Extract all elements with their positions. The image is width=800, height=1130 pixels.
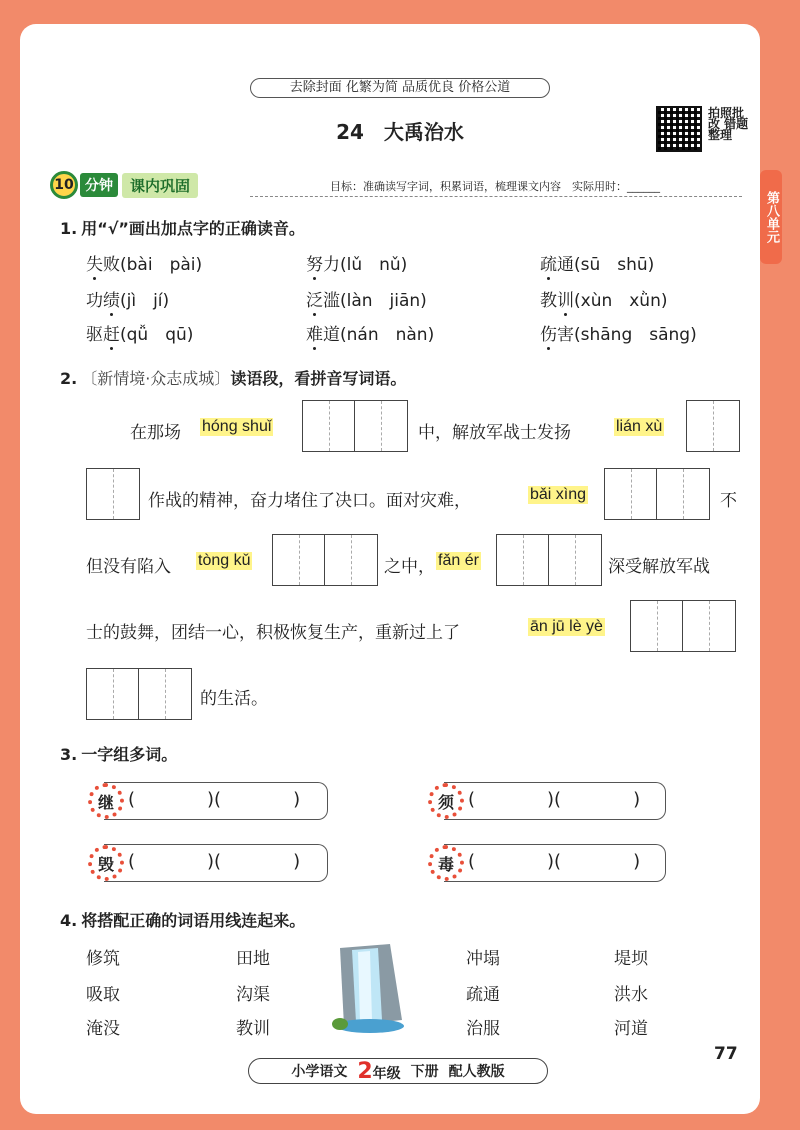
tianzige-answer-2b[interactable] [86,468,140,520]
section-bar [50,172,250,198]
page-number: 77 [714,1044,738,1064]
dotted-char: 疏 [540,255,557,275]
flower-char-badge: 须 [428,783,464,819]
word-blank-row[interactable]: ( )( ) [444,782,666,820]
tianzige-answer-4[interactable] [272,534,378,586]
pronunciation-item[interactable] [540,250,654,275]
item-text: 败(bài pài) [103,255,203,275]
question-text: 一字组多词。 [81,745,178,764]
dotted-char: 伤 [540,325,557,345]
section-goal: 目标：准确读写字词，积累词语，梳理课文内容 实际用时：______ [330,180,660,193]
pronunciation-item[interactable] [86,250,202,275]
question-4 [60,908,305,931]
match-word[interactable]: 洪水 [614,985,648,1005]
para-text: 中，解放军战士发扬 [418,423,571,443]
section-divider [250,196,742,197]
dotted-char: 努 [306,255,323,275]
match-word[interactable]: 淹没 [86,1019,120,1039]
match-word[interactable]: 修筑 [86,949,120,969]
tianzige-answer-5[interactable] [496,534,602,586]
item-text: 功 [86,291,103,311]
footer-volume: 下册 [410,1064,439,1080]
pinyin-prompt: lián xù [616,418,663,435]
flower-char-badge: 继 [88,783,124,819]
tianzige-answer-6b[interactable] [86,668,192,720]
pronunciation-item[interactable] [86,286,169,311]
pronunciation-item[interactable] [86,320,193,345]
tianzige-answer-3[interactable] [604,468,710,520]
pinyin-prompt: ān jū lè yè [530,618,603,635]
footer-subject: 小学语文 [291,1064,348,1080]
pronunciation-item[interactable] [540,320,697,345]
para-text: 不 [720,491,737,511]
question-number: 4. [60,911,78,930]
dotted-char: 赶 [103,325,120,345]
dotted-char: 泛 [306,291,323,311]
item-text: 驱 [86,325,103,345]
clock-icon: 10 [50,171,78,199]
tianzige-answer-2a[interactable] [686,400,740,452]
question-number: 1. [60,219,78,238]
question-text: 读语段，看拼音写词语。 [230,369,407,388]
slogan: 去除封面 化繁为简 品质优良 价格公道 [250,78,550,98]
match-word[interactable]: 田地 [236,949,270,969]
top-band [0,0,800,24]
question-number: 2. [60,369,78,388]
match-word[interactable]: 疏通 [466,985,500,1005]
pinyin-prompt: hóng shuǐ [202,418,272,435]
qr-caption: 拍照批改 错题整理 [708,106,749,142]
section-name: 课内巩固 [122,173,198,198]
dotted-char: 失 [86,255,103,275]
footer-grade-label: 年级 [372,1065,401,1082]
footer-grade-number: 2 [357,1058,373,1084]
para-text: 之中， [384,557,435,577]
dotted-char: 绩 [103,291,120,311]
item-text: 害(shāng sāng) [557,325,697,345]
match-word[interactable]: 沟渠 [236,985,270,1005]
word-blank-row[interactable]: ( )( ) [444,844,666,882]
question-text: 将搭配正确的词语用线连起来。 [81,911,306,930]
question-text: 用“√”画出加点字的正确读音。 [81,219,305,238]
para-text: 士的鼓舞，团结一心，积极恢复生产，重新过上了 [86,623,460,643]
pronunciation-item[interactable] [306,286,427,311]
question-number: 3. [60,745,78,764]
item-text: (qǚ qū) [120,325,194,345]
match-word[interactable]: 治服 [466,1019,500,1039]
match-word[interactable]: 吸取 [86,985,120,1005]
pinyin-prompt: tòng kǔ [198,552,251,569]
dotted-char: 难 [306,325,323,345]
pronunciation-item[interactable] [306,250,407,275]
dotted-char: 训 [557,291,574,311]
item-text: 力(lǔ nǔ) [323,255,408,275]
item-text: 教 [540,291,557,311]
flower-char-badge: 毒 [428,845,464,881]
pinyin-prompt: fǎn ér [438,552,479,569]
footer-edition: 配人教版 [448,1064,505,1080]
waterfall-icon [330,940,410,1036]
question-1 [60,216,305,239]
word-blank-row[interactable]: ( )( ) [104,782,328,820]
item-text: (jì jí) [120,291,170,311]
pronunciation-item[interactable] [306,320,434,345]
pinyin-prompt: bǎi xìng [530,486,587,503]
para-text: 在那场 [130,423,181,443]
para-text: 作战的精神，奋力堵住了决口。面对灾难， [148,491,471,511]
para-text: 深受解放军战 [608,557,710,577]
question-2 [60,366,406,389]
flower-char-badge: 毁 [88,845,124,881]
context-tag: 〔新情境·众志成城〕 [81,369,231,388]
item-text: 通(sū shū) [557,255,655,275]
match-word[interactable]: 冲塌 [466,949,500,969]
word-blank-row[interactable]: ( )( ) [104,844,328,882]
pronunciation-item[interactable] [540,286,667,311]
item-text: 滥(làn jiān) [323,291,427,311]
question-3 [60,742,177,765]
tianzige-answer-1[interactable] [302,400,408,452]
para-text: 但没有陷入 [86,557,171,577]
qr-code-icon[interactable] [656,106,702,152]
lesson-title: 24 大禹治水 [336,120,464,144]
tianzige-answer-6a[interactable] [630,600,736,652]
unit-side-tab: 第八单元 [760,170,782,264]
match-word[interactable]: 教训 [236,1019,270,1039]
footer-badge [248,1058,548,1084]
item-text: (xùn xǜn) [574,291,668,311]
match-word[interactable]: 河道 [614,1019,648,1039]
para-text: 的生活。 [200,689,268,709]
minutes-label: 分钟 [80,173,118,197]
match-word[interactable]: 堤坝 [614,949,648,969]
item-text: 道(nán nàn) [323,325,435,345]
